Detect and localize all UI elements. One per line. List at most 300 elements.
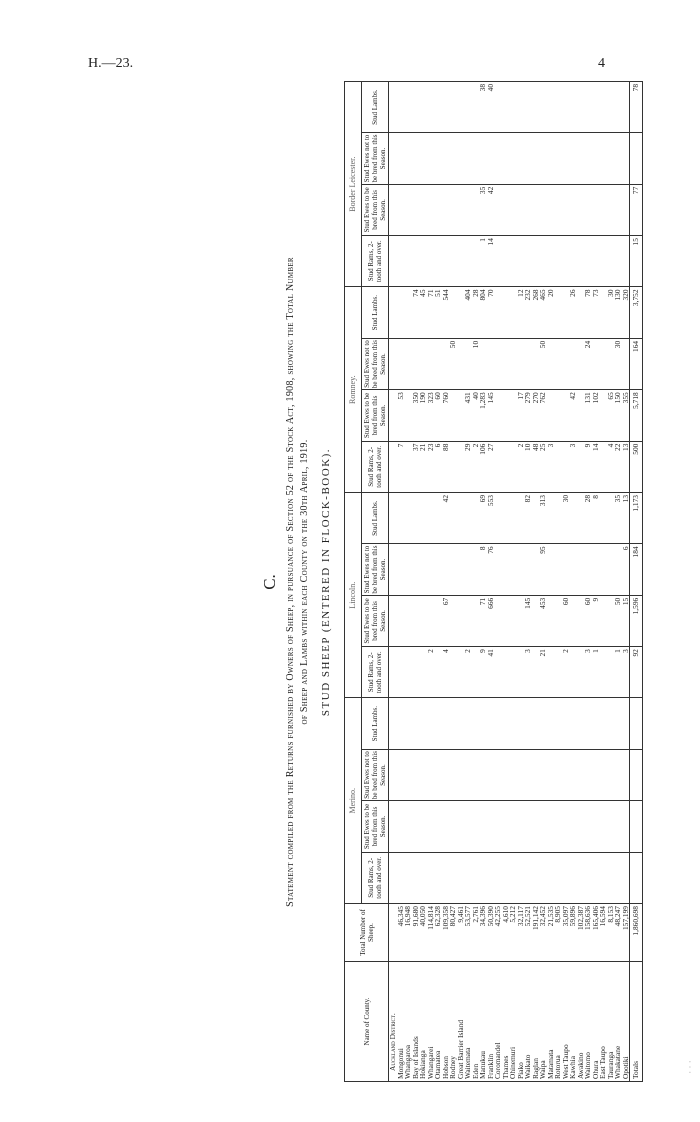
stud-value-cell [397,236,405,287]
stud-value-cell: 268 [532,287,540,338]
stud-value-cell [509,338,517,389]
stud-value-cell: 404 [464,287,472,338]
stud-value-cell [614,544,622,595]
header-merino-lambs: Stud Lambs. [362,698,389,749]
header-lincoln-ewes-bred: Stud Ewes to be bred from this Season. [362,595,389,646]
stud-value-cell: 4 [607,441,615,492]
stud-value-cell [472,133,480,184]
stud-value-cell [397,595,405,646]
stud-value-cell: 106 [479,441,487,492]
stud-value-cell [487,338,495,389]
stud-value-cell [592,133,600,184]
county-name: Matamata [547,962,555,1082]
stud-value-cell [487,801,495,852]
stud-value-cell [419,595,427,646]
stud-value-cell [494,647,502,698]
stud-value-cell [547,647,555,698]
stud-value-cell: 8 [592,492,600,543]
stud-value-cell: 8 [479,544,487,595]
stud-value-cell [592,749,600,800]
stud-value-cell: 82 [524,492,532,543]
stud-value-cell [622,133,630,184]
stud-value-cell [622,801,630,852]
stud-value-cell [457,236,465,287]
stud-value-cell [412,801,420,852]
stud-value-cell [412,698,420,749]
stud-value-cell: 65 [607,390,615,441]
stud-value-cell [584,749,592,800]
stud-value-cell [562,81,570,132]
stud-value-cell [524,698,532,749]
stud-value-cell [502,184,510,235]
stud-value-cell: 3 [569,441,577,492]
stud-value-cell: 553 [487,492,495,543]
stud-value-cell [479,698,487,749]
stud-value-cell [517,133,525,184]
stud-value-cell: 762 [539,390,547,441]
stud-value-cell [404,698,412,749]
header-romney-ewes-bred: Stud Ewes to be bred from this Season. [362,390,389,441]
stud-value-cell [569,544,577,595]
stud-value-cell [509,852,517,903]
stud-value-cell [442,184,450,235]
stud-value-cell [592,184,600,235]
stud-value-cell [397,647,405,698]
table-row [472,81,480,1081]
table-row [569,81,577,1081]
stud-value-cell: 26 [569,287,577,338]
rotated-page-content [260,82,700,1082]
stud-value-cell [547,749,555,800]
stud-value-cell [479,801,487,852]
stud-value-cell [427,544,435,595]
stud-value-cell [539,184,547,235]
stud-value-cell [509,647,517,698]
stud-value-cell [569,236,577,287]
stud-value-cell [442,236,450,287]
stud-value-cell [442,698,450,749]
total-sheep: 59,896 [569,904,577,962]
table-row [494,81,502,1081]
stud-value-cell: 3 [584,647,592,698]
stud-value-cell: 3 [524,647,532,698]
stud-value-cell [449,698,457,749]
county-name: Coromandel [494,962,502,1082]
stud-value-cell [494,595,502,646]
table-row [584,81,592,1081]
stud-value-cell [532,801,540,852]
stud-value-cell [554,236,562,287]
stud-value-cell [584,184,592,235]
stud-value-cell [547,81,555,132]
county-name: Waitemata [464,962,472,1082]
table-row [479,81,487,1081]
county-name: Franklin [487,962,495,1082]
stud-value-cell [502,390,510,441]
stud-value-cell [614,852,622,903]
stud-value-cell: 500 [630,441,643,492]
table-row [509,81,517,1081]
stud-value-cell [569,184,577,235]
county-name: Mongonui [397,962,405,1082]
stud-value-cell [554,698,562,749]
total-sheep: 9,461 [457,904,465,962]
stud-value-cell [449,133,457,184]
table-row [539,81,547,1081]
total-sheep: 1,860,698 [630,904,643,962]
stud-value-cell [449,595,457,646]
stud-value-cell [472,852,480,903]
stud-value-cell [464,544,472,595]
stud-value-cell [607,749,615,800]
stud-value-cell [630,133,643,184]
stud-value-cell: 29 [464,441,472,492]
county-name: Piako [517,962,525,1082]
stud-value-cell [577,81,585,132]
stud-value-cell [547,133,555,184]
total-sheep: 165,406 [592,904,600,962]
stud-value-cell [584,698,592,749]
stud-value-cell [397,287,405,338]
stud-value-cell [547,338,555,389]
total-sheep: 5,212 [509,904,517,962]
stud-value-cell: 1 [592,647,600,698]
stud-value-cell [457,81,465,132]
stud-value-cell: 60 [584,595,592,646]
stud-value-cell [449,236,457,287]
stud-value-cell [554,390,562,441]
stud-value-cell: 131 [584,390,592,441]
table-row [524,81,532,1081]
margin-mark: · · · [684,1060,695,1074]
stud-value-cell [562,544,570,595]
stud-value-cell: 3 [622,647,630,698]
stud-value-cell [562,441,570,492]
stud-value-cell [479,852,487,903]
stud-value-cell [599,698,607,749]
stud-value-cell [419,184,427,235]
stud-value-cell [509,81,517,132]
stud-value-cell [434,801,442,852]
stud-value-cell [412,852,420,903]
stud-value-cell [622,698,630,749]
stud-value-cell [524,184,532,235]
total-sheep: 35,097 [562,904,570,962]
stud-value-cell: 313 [539,492,547,543]
table-row [614,81,622,1081]
stud-value-cell [449,544,457,595]
stud-value-cell: 28 [584,492,592,543]
stud-value-cell: 60 [434,390,442,441]
county-name: Hokianga [419,962,427,1082]
stud-value-cell [502,595,510,646]
stud-value-cell: 9 [584,441,592,492]
stud-value-cell [607,81,615,132]
stud-value-cell [472,647,480,698]
stud-value-cell [457,852,465,903]
stud-value-cell [517,544,525,595]
stud-value-cell: 13 [622,492,630,543]
stud-value-cell: 73 [592,287,600,338]
stud-value-cell: 3 [547,441,555,492]
header-border-lambs: Stud Lambs. [362,81,389,132]
stud-value-cell [427,595,435,646]
stud-value-cell [517,698,525,749]
stud-value-cell [539,852,547,903]
stud-value-cell [584,81,592,132]
stud-value-cell [502,133,510,184]
stud-value-cell [449,441,457,492]
county-name: Waipa [539,962,547,1082]
stud-value-cell [509,492,517,543]
stud-value-cell [509,441,517,492]
stud-value-cell: 40 [472,390,480,441]
stud-value-cell [509,236,517,287]
stud-value-cell [509,544,517,595]
stud-value-cell [419,852,427,903]
stud-value-cell [472,236,480,287]
county-name: Kawhia [569,962,577,1082]
stud-value-cell [419,698,427,749]
stud-value-cell: 7 [397,441,405,492]
stud-value-cell [554,647,562,698]
county-name: Ohinemuri [509,962,517,1082]
stud-value-cell [622,749,630,800]
stud-value-cell [502,544,510,595]
stud-value-cell [592,81,600,132]
stud-value-cell [562,749,570,800]
stud-value-cell [547,492,555,543]
stud-value-cell [554,749,562,800]
stud-value-cell: 184 [630,544,643,595]
stud-value-cell: 88 [442,441,450,492]
stud-value-cell [539,236,547,287]
stud-value-cell [397,184,405,235]
stud-value-cell [494,749,502,800]
stud-value-cell [449,287,457,338]
county-name: East Taupo [599,962,607,1082]
stud-value-cell [442,544,450,595]
stud-value-cell [502,441,510,492]
stud-value-cell [630,698,643,749]
stud-value-cell: 76 [487,544,495,595]
stud-value-cell [457,698,465,749]
stud-value-cell [434,236,442,287]
stud-value-cell [404,338,412,389]
table-subheading: STUD SHEEP (ENTERED IN FLOCK-BOOK). [320,447,332,717]
stud-value-cell: 77 [630,184,643,235]
stud-value-cell [397,133,405,184]
stud-value-cell [614,698,622,749]
stud-value-cell [404,492,412,543]
county-name: Otamatea [434,962,442,1082]
stud-value-cell: 323 [427,390,435,441]
stud-value-cell [569,595,577,646]
stud-value-cell [607,698,615,749]
county-name: Whangarei [427,962,435,1082]
county-name: Tauranga [607,962,615,1082]
stud-value-cell [412,647,420,698]
stud-value-cell [472,801,480,852]
total-sheep: 46,345 [397,904,405,962]
table-row [599,81,607,1081]
stud-value-cell [404,749,412,800]
stud-value-cell [517,338,525,389]
stud-value-cell: 30 [607,287,615,338]
stud-value-cell: 37 [412,441,420,492]
stud-value-cell [412,749,420,800]
stud-value-cell [554,287,562,338]
stud-value-cell: 21 [419,441,427,492]
stud-value-cell [509,595,517,646]
stud-value-cell [607,184,615,235]
table-row [562,81,570,1081]
stud-value-cell [464,492,472,543]
county-name: Opotiki [622,962,630,1082]
stud-value-cell [607,236,615,287]
stud-value-cell: 60 [562,595,570,646]
stud-value-cell [472,544,480,595]
total-sheep: 4,610 [502,904,510,962]
stud-value-cell [509,133,517,184]
stud-value-cell: 42 [442,492,450,543]
stud-value-cell [554,81,562,132]
stud-value-cell [539,801,547,852]
stud-value-cell [494,801,502,852]
total-sheep: 191,142 [532,904,540,962]
stud-value-cell [427,492,435,543]
stud-value-cell [509,698,517,749]
stud-value-cell [449,647,457,698]
stud-value-cell [457,801,465,852]
stud-value-cell [494,492,502,543]
total-sheep: 48,247 [614,904,622,962]
stud-value-cell [419,133,427,184]
stud-value-cell [434,133,442,184]
stud-value-cell [442,81,450,132]
stud-value-cell [449,492,457,543]
stud-value-cell [592,852,600,903]
total-sheep: 62,328 [434,904,442,962]
stud-value-cell [427,236,435,287]
stud-value-cell [622,81,630,132]
stud-value-cell [494,236,502,287]
stud-value-cell [404,544,412,595]
stud-value-cell [554,801,562,852]
stud-value-cell [577,647,585,698]
stud-value-cell [502,492,510,543]
stud-value-cell [502,236,510,287]
stud-value-cell [464,184,472,235]
stud-value-cell [569,647,577,698]
stud-value-cell: 145 [487,390,495,441]
stud-value-cell [547,544,555,595]
stud-value-cell [569,801,577,852]
stud-value-cell [427,801,435,852]
stud-value-cell [532,236,540,287]
stud-value-cell [502,852,510,903]
stud-value-cell [569,492,577,543]
stud-value-cell: 2 [464,647,472,698]
stud-value-cell: 10 [472,338,480,389]
stud-value-cell: 2 [427,647,435,698]
stud-value-cell: 45 [419,287,427,338]
stud-value-cell [599,236,607,287]
table-row [434,81,442,1081]
stud-value-cell [607,133,615,184]
stud-value-cell [584,236,592,287]
stud-value-cell: 6 [434,441,442,492]
header-lincoln-rams: Stud Rams, 2-tooth and over. [362,647,389,698]
stud-value-cell: 14 [592,441,600,492]
stud-value-cell: 2 [562,647,570,698]
stud-value-cell [517,81,525,132]
stud-value-cell: 12 [517,287,525,338]
table-row [622,81,630,1081]
stud-value-cell [562,236,570,287]
stud-value-cell: 22 [614,441,622,492]
stud-value-cell [464,749,472,800]
stud-value-cell [502,338,510,389]
stud-value-cell [419,749,427,800]
stud-value-cell [592,236,600,287]
stud-value-cell [419,81,427,132]
county-name: Waikato [524,962,532,1082]
total-sheep: 21,535 [547,904,555,962]
stud-value-cell [427,698,435,749]
header-border-ewes-bred: Stud Ewes to be bred from this Season. [362,184,389,235]
stud-value-cell: 78 [630,81,643,132]
stud-value-cell [502,287,510,338]
stud-value-cell [614,801,622,852]
stud-value-cell [524,338,532,389]
total-sheep: 158,636 [584,904,592,962]
stud-value-cell [607,647,615,698]
stud-value-cell: 92 [630,647,643,698]
stud-value-cell [509,801,517,852]
stud-value-cell: 4 [442,647,450,698]
stud-value-cell [412,544,420,595]
stud-value-cell: 95 [539,544,547,595]
stud-value-cell: 50 [614,595,622,646]
stud-value-cell [584,801,592,852]
stud-value-cell [577,236,585,287]
stud-value-cell [562,852,570,903]
stud-value-cell [592,698,600,749]
stud-value-cell [494,698,502,749]
stud-value-cell: 15 [622,595,630,646]
table-row [532,81,540,1081]
stud-value-cell [547,390,555,441]
stud-value-cell: 35 [479,184,487,235]
stud-value-cell: 30 [614,338,622,389]
table-row [487,81,495,1081]
stud-value-cell [464,236,472,287]
stud-value-cell [404,647,412,698]
stud-value-cell: 74 [412,287,420,338]
stud-value-cell [599,852,607,903]
county-name: Ohura [592,962,600,1082]
stud-value-cell [487,698,495,749]
stud-value-cell [532,749,540,800]
total-sheep: 8,905 [554,904,562,962]
stud-value-cell: 42 [569,390,577,441]
county-name: West Taupo [562,962,570,1082]
stud-value-cell: 760 [442,390,450,441]
stud-value-cell: 70 [487,287,495,338]
stud-value-cell [524,544,532,595]
stud-value-cell [569,81,577,132]
